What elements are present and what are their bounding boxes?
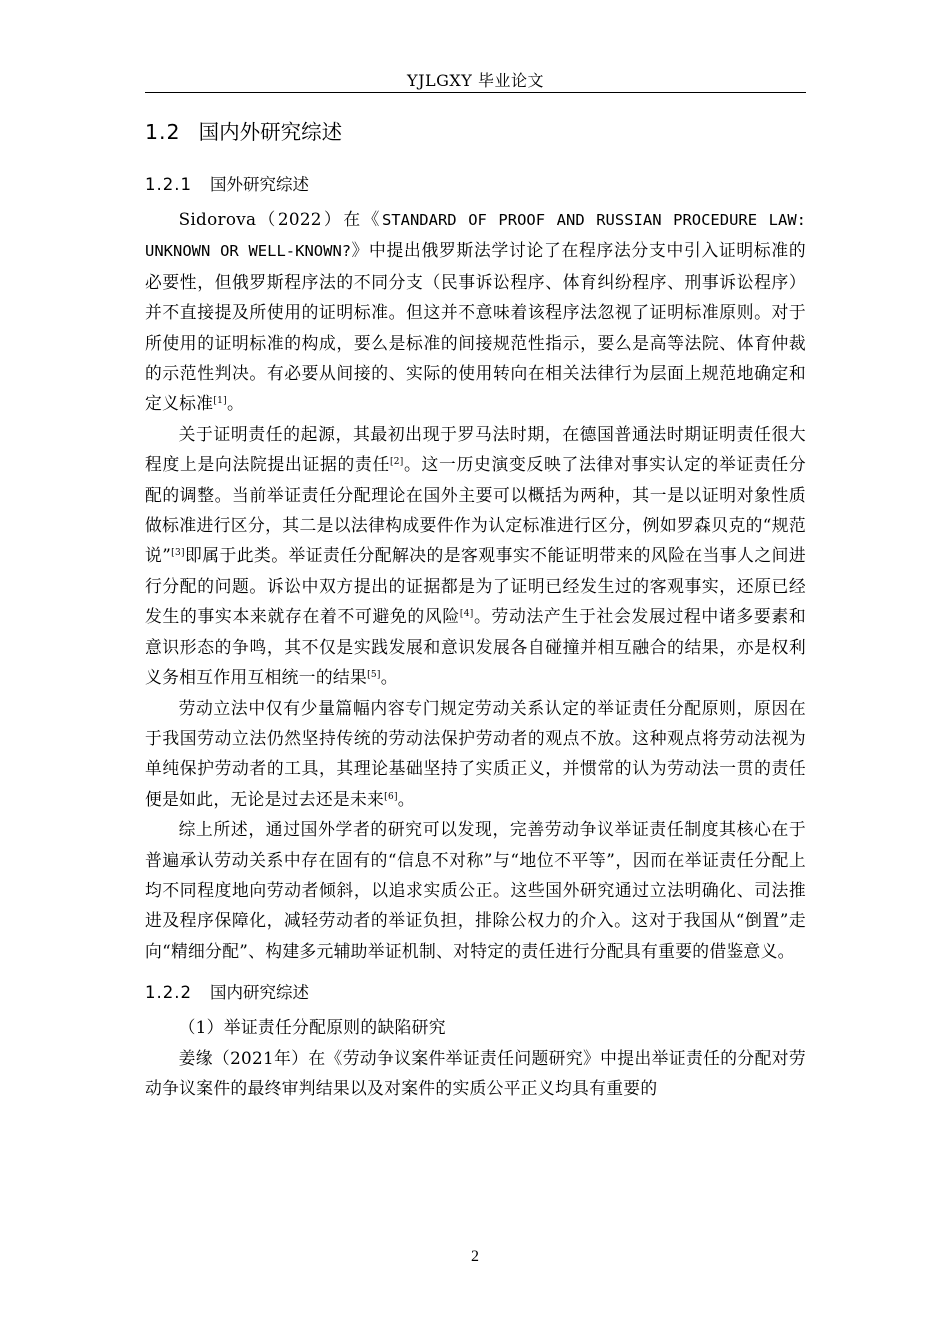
paragraph-sidorova: Sidorova（2022）在《STANDARD OF PROOF AND RUSSIAN PROCEDURE LAW: UNKNOWN OR WELL-KNOWN?》中提出俄罗斯法学讨论了在程序法分支中引入证明标准的必要性，但俄罗斯程序法的不同分支（民事诉讼程序、体育纠纷程序、刑事诉讼程序）并不直接提及所使用的证明标准。但这并不意味着该程序法忽视了证明标准原则。对于所使用的证明标准的构成，要么是标准的间接规范性指示，要么是高等法院、体育仲裁的示范性判决。有必要从间接的、实际的使用转向在相关法律行为层面上规范地确定和定义标准[1]。 (145, 209, 806, 414)
list-item-heading: （1）举证责任分配原则的缺陷研究 (178, 1017, 446, 1038)
citation-ref: [3] (171, 548, 185, 559)
subsection-number: 1.2.1 (145, 175, 192, 194)
subsection-heading-domestic (145, 978, 806, 1008)
running-header: YJLGXY 毕业论文 (407, 71, 544, 90)
citation-ref: [4] (459, 609, 474, 620)
paragraph-jiang-yuan: 姜缘（2021年）在《劳动争议案件举证责任问题研究》中提出举证责任的分配对劳动争议案件的最终审判结果以及对案件的实质公平正义均具有重要的 (145, 1047, 806, 1098)
section-number: 1.2 (145, 120, 181, 144)
subsection-title: 国外研究综述 (209, 175, 309, 194)
subsection-heading-foreign (145, 170, 806, 200)
citation-ref: [6] (384, 791, 398, 802)
cited-work-title: STANDARD OF PROOF AND RUSSIAN PROCEDURE LAW: UNKNOWN OR WELL-KNOWN? (145, 211, 806, 261)
section-title: 国内外研究综述 (198, 120, 343, 144)
citation-ref: [2] (389, 457, 404, 468)
paragraph-summary: 综上所述，通过国外学者的研究可以发现，完善劳动争议举证责任制度其核心在于普遍承认劳动关系中存在固有的“信息不对称”与“地位不平等”，因而在举证责任分配上均不同程度地向劳动者倾斜，以追求实质公正。这些国外研究通过立法明确化、司法推进及程序保障化，减轻劳动者的举证负担，排除公权力的介入。这对于我国从“倒置”走向“精细分配”、构建多元辅助举证机制、对特定的责任进行分配具有重要的借鉴意义。 (145, 819, 806, 961)
page-number: 2 (471, 1248, 479, 1265)
subsection-title: 国内研究综述 (209, 983, 309, 1003)
page-content (145, 112, 806, 1103)
section-heading (145, 112, 806, 152)
header-rule (145, 92, 806, 93)
citation-ref: [1] (213, 396, 227, 407)
citation-ref: [5] (367, 670, 381, 681)
subsection-number: 1.2.2 (145, 983, 192, 1003)
paragraph-burden-origin: 关于证明责任的起源，其最初出现于罗马法时期，在德国普通法时期证明责任很大程度上是向法院提出证据的责任[2]。这一历史演变反映了法律对事实认定的举证责任分配的调整。当前举证责任分配理论在国外主要可以概括为两种，其一是以证明对象性质做标准进行区分，其二是以法律构成要件作为认定标准进行区分，例如罗森贝克的“规范说”[3]即属于此类。举证责任分配解决的是客观事实不能证明带来的风险在当事人之间进行分配的问题。诉讼中双方提出的证据都是为了证明已经发生过的客观事实，还原已经发生的事实本来就存在着不可避免的风险[4]。劳动法产生于社会发展过程中诸多要素和意识形态的争鸣，其不仅是实践发展和意识发展各自碰撞并相互融合的结果，亦是权利义务相互作用互相统一的结果[5]。 (145, 423, 807, 688)
paragraph-labor-legislation: 劳动立法中仅有少量篇幅内容专门规定劳动关系认定的举证责任分配原则，原因在于我国劳动立法仍然坚持传统的劳动法保护劳动者的观点不放。这种观点将劳动法视为单纯保护劳动者的工具，其理论基础坚持了实质正义，并惯常的认为劳动法一贯的责任便是如此，无论是过去还是未来[6]。 (145, 697, 806, 809)
